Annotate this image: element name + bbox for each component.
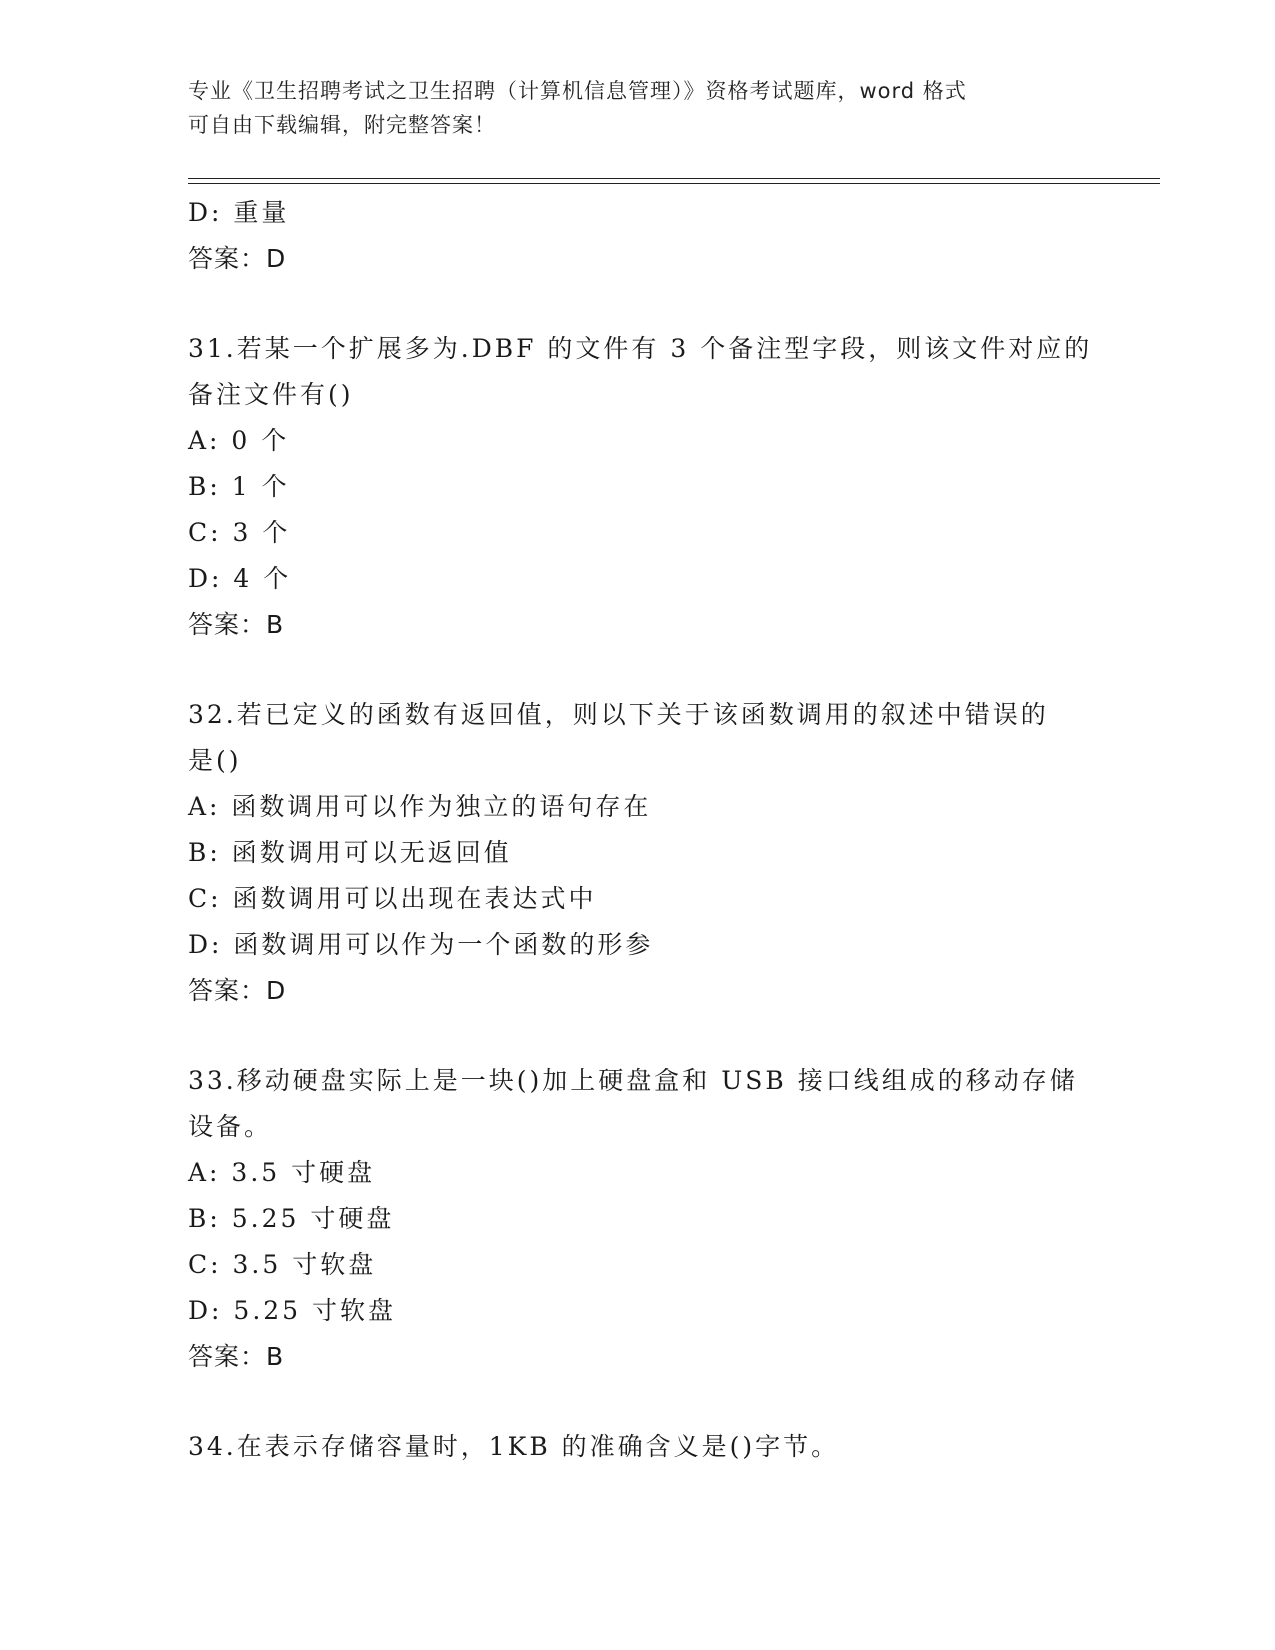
question-text-continued: 备注文件有(): [188, 380, 354, 409]
option-d: D: 4 个: [188, 564, 292, 593]
option-c: C: 3.5 寸软盘: [188, 1250, 377, 1279]
header-divider-bottom: [188, 183, 1160, 184]
question-34: [188, 1424, 1088, 1470]
option-d: D: 5.25 寸软盘: [188, 1296, 397, 1325]
question-text-continued: 是(): [188, 746, 242, 775]
option-b: B: 5.25 寸硬盘: [188, 1204, 395, 1233]
question-text-continued: 设备。: [188, 1112, 273, 1141]
answer-line: 答案：D: [188, 976, 287, 1005]
header-line-2: 可自由下载编辑，附完整答案！: [188, 113, 496, 137]
question-text: 31.若某一个扩展多为.DBF 的文件有 3 个备注型字段，则该文件对应的: [188, 334, 1093, 363]
answer-line: 答案：B: [188, 1342, 285, 1371]
option-a: A: 0 个: [188, 426, 290, 455]
question-content: [188, 190, 1093, 1470]
option-a: A: 3.5 寸硬盘: [188, 1158, 376, 1187]
option-d: D: 函数调用可以作为一个函数的形参: [188, 930, 654, 959]
document-header: [188, 74, 1088, 142]
option-b: B: 1 个: [188, 472, 290, 501]
question-33: [188, 1058, 1088, 1380]
answer-line: 答案：D: [188, 244, 287, 273]
option-d: D: 重量: [188, 198, 290, 227]
option-a: A: 函数调用可以作为独立的语句存在: [188, 792, 652, 821]
question-text: 32.若已定义的函数有返回值，则以下关于该函数调用的叙述中错误的: [188, 700, 1049, 729]
header-line-1: 专业《卫生招聘考试之卫生招聘（计算机信息管理）》资格考试题库，word 格式: [188, 79, 967, 103]
option-c: C: 3 个: [188, 518, 291, 547]
question-text: 33.移动硬盘实际上是一块()加上硬盘盒和 USB 接口线组成的移动存储: [188, 1066, 1078, 1095]
question-31: [188, 326, 1093, 648]
question-text: 34.在表示存储容量时，1KB 的准确含义是()字节。: [188, 1432, 840, 1461]
option-b: B: 函数调用可以无返回值: [188, 838, 512, 867]
option-c: C: 函数调用可以出现在表达式中: [188, 884, 597, 913]
question-32: [188, 692, 1088, 1014]
answer-line: 答案：B: [188, 610, 285, 639]
header-divider-top: [188, 178, 1160, 179]
